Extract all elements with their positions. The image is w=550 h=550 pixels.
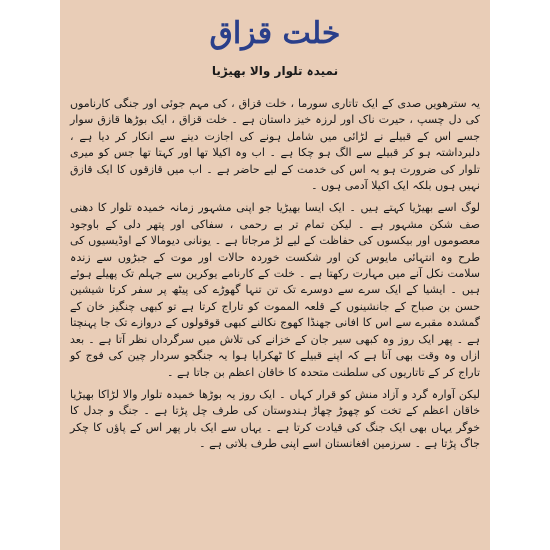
book-page (60, 0, 490, 550)
book-body (70, 96, 480, 459)
book-title: خلت قزاق (209, 16, 341, 51)
paragraph-2: لوگ اسے بھیڑیا کہتے ہیں ۔ ایک ایسا بھیڑیا جو اپنی مشہور زمانہ خمیدہ تلوار کا دھنی صف شکن مشہور ہے ۔ لیکن تمام تر بے رحمی ، سفاکی اور پتھر دلی کے باوجود معصوموں اور بیکسوں کی حفاظت کے لیے لڑ مرجاتا ہے ۔ یونانی دیومالا کے اوڈیسیوں کی طرح وہ انتہائی مایوس کن اور شکست خوردہ حالات اور موت کے جبڑوں سے زندہ سلامت نکل آنے میں مہارت رکھتا ہے ۔ خلت کے کارنامے یوکرین سے جہلم تک پھیلے ہوئے ہیں ۔ ایشیا کے ایک سرے سے دوسرے تک تن تنہا گھوڑے کی پیٹھ پر سفر کرتا شیشین حسن بن صباح کے جانشینوں کے قلعہ المموت کو تاراج کرتا ہے تو کبھی چنگیز خان کے گمشدہ مقبرے سے اس کا افانی جھنڈا کھوج نکالنے کبھی قوقولوں کے دروازے تک جا پہنچتا ہے ۔ پھر ایک روز وہ کبھی سیر جان کے خزانے کی تلاش میں سرگرداں نظر آتا ہے ۔ بعد ازاں وہ وقت بھی آتا ہے کہ اپنے قبیلے کا ٹھکرایا ہوا یہ جنگجو سردار چین کی فوج کو تاراج کر کے تاتاریوں کی سلطنت متحدہ کا خاقان اعظم بن جاتا ہے ۔ (70, 201, 480, 379)
paragraph-3: لیکن آوارہ گرد و آزاد منش کو قرار کہاں ۔ ایک روز یہ بوڑھا خمیدہ تلوار والا لڑاکا بھیڑیا خاقان اعظم کے تخت کو چھوڑ چھاڑ ہندوستان کی طرف چل پڑتا ہے ۔ جنگ و جدل کا خوگر یہاں بھی ایک جنگ کی قیادت کرتا ہے ۔ یہاں سے ایک بار پھر اس کے پاؤں کا چکر جاگ پڑتا ہے ۔ سرزمین افغانستان اسے اپنی طرف بلاتی ہے ۔ (70, 387, 480, 451)
book-author: نمیدہ تلوار والا بھیڑیا (211, 64, 339, 78)
paragraph-1: یہ سترھویں صدی کے ایک تاتاری سورما ، خلت قزاق ، کی مہم جوئی اور جنگی کارناموں کی دل چسپ ، حیرت ناک اور لرزہ خیز داستان ہے ۔ خلت قزاق ، ایک بوڑھا قازق سوار جسے اس کے قبیلے نے لڑائی میں شامل ہونے کی اجازت دینے سے انکار کر دیا ہے ، دلبرداشتہ ہو کر قبیلے سے الگ ہو چکا ہے ۔ اب وہ اکیلا تھا اور کہتا تھا جس کو میری تلوار کی ضرورت ہو یہ اس کی خدمت کے لیے حاضر ہے ۔ اب میں قازقوں کا ایک قازق نہیں ہوں بلکہ ایک اکیلا آدمی ہوں ۔ (70, 97, 480, 193)
